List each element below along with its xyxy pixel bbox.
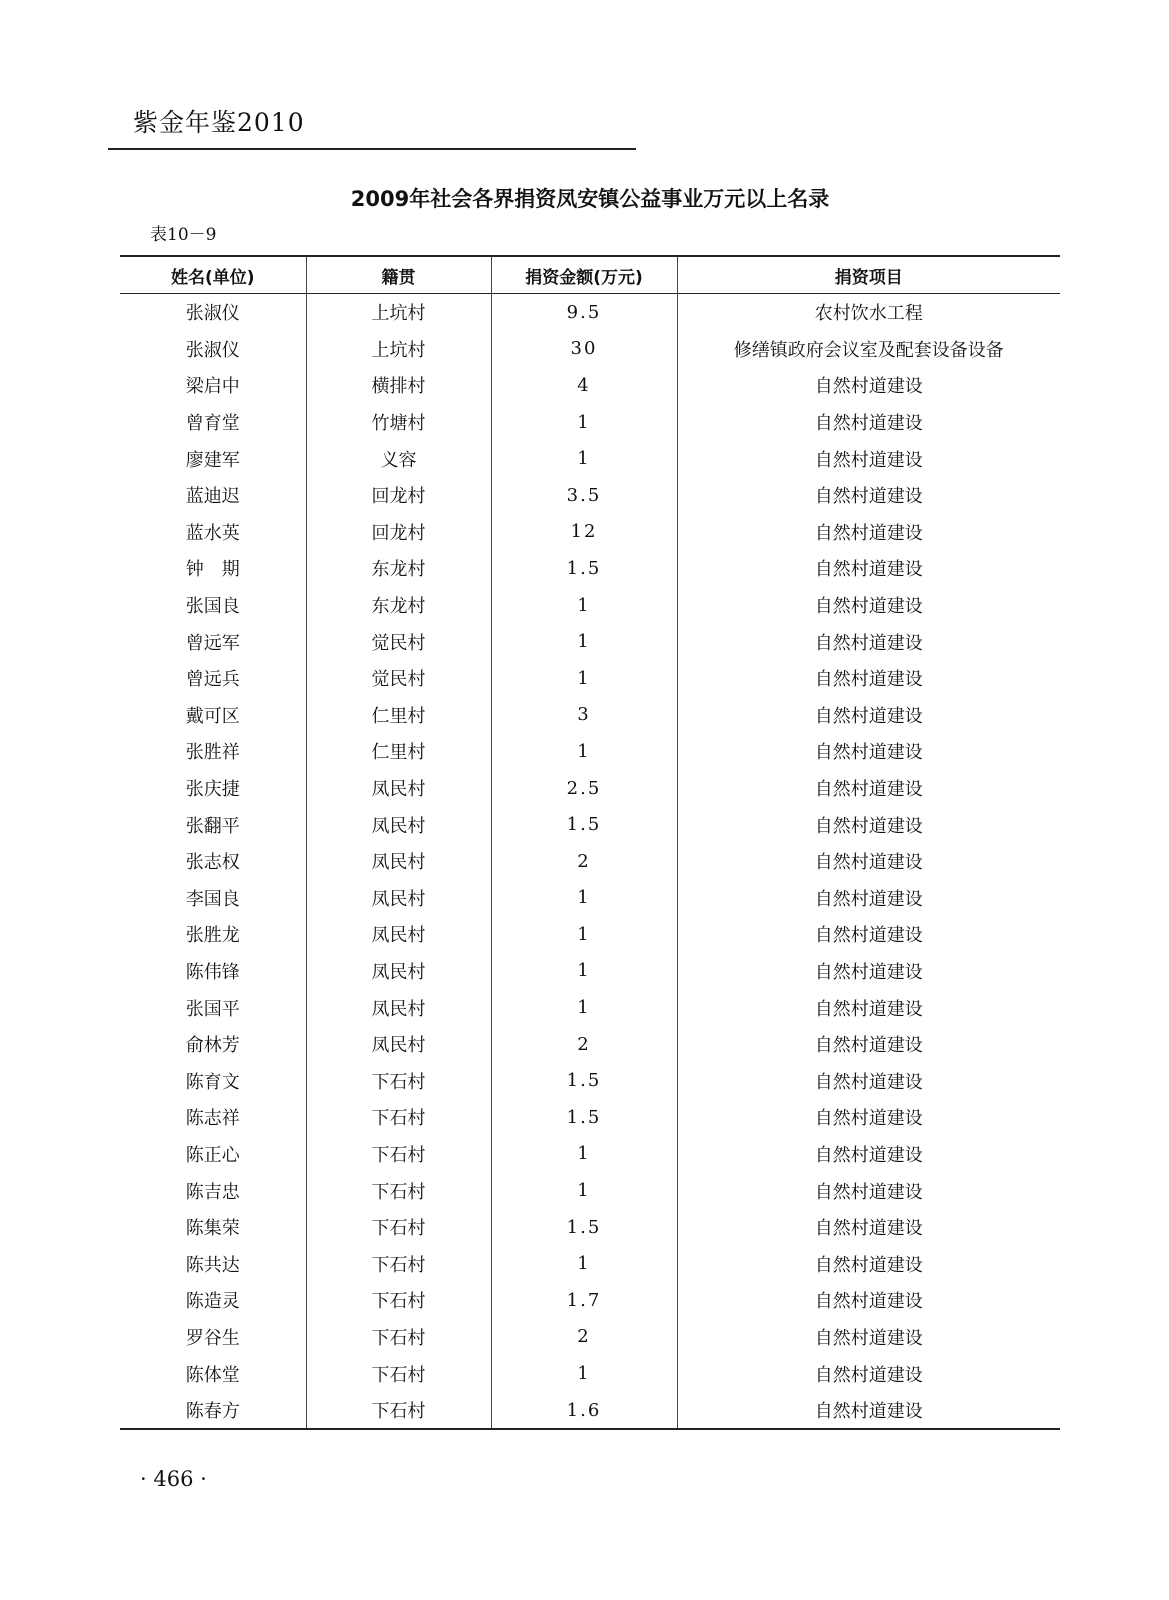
- donor-origin-cell: 上坑村: [306, 294, 491, 331]
- donor-name-cell: 俞林芳: [185, 1035, 240, 1057]
- donor-origin-cell: 凤民村: [306, 880, 491, 917]
- donation-amount-cell: 1: [491, 440, 677, 477]
- donor-origin-cell: 觉民村: [306, 660, 491, 697]
- donor-origin-cell: 下石村: [306, 1209, 491, 1246]
- donor-name-cell: 张胜祥: [185, 742, 240, 764]
- donation-project-cell: 修缮镇政府会议室及配套设备设备: [677, 331, 1060, 368]
- donation-project-cell: 自然村道建设: [677, 1282, 1060, 1319]
- table-row: [120, 514, 1060, 551]
- donor-name-cell: 张淑仪: [185, 339, 240, 361]
- donation-project-cell: 自然村道建设: [677, 880, 1060, 917]
- donor-name-cell: 陈造灵: [185, 1291, 240, 1313]
- table-row: [120, 294, 1060, 331]
- donor-origin-cell: 回龙村: [306, 514, 491, 551]
- donation-amount-cell: 1: [491, 989, 677, 1026]
- donor-origin-cell: 竹塘村: [306, 404, 491, 441]
- donor-origin-cell: 仁里村: [306, 733, 491, 770]
- table-row: [120, 989, 1060, 1026]
- donor-name-cell: 张庆捷: [185, 779, 240, 801]
- donor-name-cell: 张胜龙: [185, 925, 240, 947]
- donor-origin-cell: 下石村: [306, 1099, 491, 1136]
- donor-name-cell: 陈吉忠: [185, 1181, 240, 1203]
- donation-project-cell: 自然村道建设: [677, 953, 1060, 990]
- donation-project-cell: 自然村道建设: [677, 550, 1060, 587]
- donor-name-cell: 陈共达: [185, 1254, 240, 1276]
- donor-origin-cell: 凤民村: [306, 806, 491, 843]
- donation-project-cell: 自然村道建设: [677, 1099, 1060, 1136]
- table-row: [120, 953, 1060, 990]
- donor-origin-cell: 上坑村: [306, 331, 491, 368]
- donation-amount-cell: 1: [491, 587, 677, 624]
- donation-project-cell: 自然村道建设: [677, 477, 1060, 514]
- table-row: [120, 733, 1060, 770]
- donor-name-cell: 蓝水英: [185, 522, 240, 544]
- table-row: [120, 1209, 1060, 1246]
- donation-project-cell: 自然村道建设: [677, 660, 1060, 697]
- donation-amount-cell: 1: [491, 1136, 677, 1173]
- donation-amount-cell: 1.5: [491, 550, 677, 587]
- table-row: [120, 770, 1060, 807]
- table-row: [120, 331, 1060, 368]
- donor-name-cell: 戴可区: [185, 705, 240, 727]
- table-body: [120, 294, 1060, 1430]
- table-row: [120, 1062, 1060, 1099]
- donation-amount-cell: 9.5: [491, 294, 677, 331]
- table-row: [120, 367, 1060, 404]
- donation-amount-cell: 1: [491, 916, 677, 953]
- donor-origin-cell: 下石村: [306, 1172, 491, 1209]
- donor-name-cell: 张淑仪: [185, 303, 240, 325]
- donation-project-cell: 自然村道建设: [677, 1392, 1060, 1430]
- table-row: [120, 1026, 1060, 1063]
- donation-project-cell: 自然村道建设: [677, 916, 1060, 953]
- donor-name-cell: 蓝迪迟: [185, 486, 240, 508]
- table-row: [120, 1172, 1060, 1209]
- table-row: [120, 697, 1060, 734]
- donation-amount-cell: 1.5: [491, 806, 677, 843]
- table-row: [120, 477, 1060, 514]
- donation-amount-cell: 2: [491, 843, 677, 880]
- donation-project-cell: 自然村道建设: [677, 367, 1060, 404]
- header-rule: [108, 148, 636, 150]
- table-number: 表10－9: [150, 225, 217, 245]
- donation-project-cell: 自然村道建设: [677, 514, 1060, 551]
- donor-origin-cell: 仁里村: [306, 697, 491, 734]
- donation-amount-cell: 1: [491, 953, 677, 990]
- table-row: [120, 440, 1060, 477]
- donor-origin-cell: 下石村: [306, 1282, 491, 1319]
- column-header-origin: 籍贯: [306, 256, 491, 294]
- donation-amount-cell: 1: [491, 733, 677, 770]
- table-row: [120, 404, 1060, 441]
- donor-origin-cell: 下石村: [306, 1355, 491, 1392]
- donation-amount-cell: 1: [491, 623, 677, 660]
- donation-amount-cell: 1.5: [491, 1209, 677, 1246]
- donor-name-cell: 陈伟锋: [185, 961, 240, 983]
- donation-project-cell: 自然村道建设: [677, 440, 1060, 477]
- donor-name-cell: 张国良: [185, 596, 240, 618]
- donation-amount-cell: 1: [491, 660, 677, 697]
- table-row: [120, 1392, 1060, 1430]
- donor-name-cell: 陈志祥: [185, 1108, 240, 1130]
- donor-name-cell: 梁启中: [185, 376, 240, 398]
- donor-name-cell: 曾远军: [185, 632, 240, 654]
- donor-name-cell: 陈育文: [185, 1071, 240, 1093]
- donation-amount-cell: 2: [491, 1026, 677, 1063]
- donation-project-cell: 自然村道建设: [677, 770, 1060, 807]
- donor-origin-cell: 觉民村: [306, 623, 491, 660]
- table-row: [120, 880, 1060, 917]
- column-header-name: 姓名(单位): [120, 256, 306, 294]
- donor-origin-cell: 义容: [306, 440, 491, 477]
- donation-amount-cell: 12: [491, 514, 677, 551]
- table-row: [120, 1136, 1060, 1173]
- donor-name-cell: 李国良: [185, 888, 240, 910]
- donor-origin-cell: 东龙村: [306, 550, 491, 587]
- donation-amount-cell: 1: [491, 404, 677, 441]
- table-row: [120, 1245, 1060, 1282]
- donation-project-cell: 自然村道建设: [677, 1026, 1060, 1063]
- donation-project-cell: 农村饮水工程: [677, 294, 1060, 331]
- donation-amount-cell: 1: [491, 1245, 677, 1282]
- donation-project-cell: 自然村道建设: [677, 404, 1060, 441]
- donor-origin-cell: 下石村: [306, 1062, 491, 1099]
- donation-amount-cell: 30: [491, 331, 677, 368]
- donor-name-cell: 钟 期: [185, 559, 240, 581]
- running-head: 紫金年鉴2010: [133, 108, 305, 137]
- donation-project-cell: 自然村道建设: [677, 587, 1060, 624]
- table-title: 2009年社会各界捐资凤安镇公益事业万元以上名录: [350, 187, 830, 211]
- table-row: [120, 806, 1060, 843]
- donor-name-cell: 廖建军: [185, 449, 240, 471]
- table-row: [120, 1099, 1060, 1136]
- donor-name-cell: 曾育堂: [185, 413, 240, 435]
- donation-project-cell: 自然村道建设: [677, 1062, 1060, 1099]
- donation-amount-cell: 3.5: [491, 477, 677, 514]
- donation-project-cell: 自然村道建设: [677, 1136, 1060, 1173]
- donation-amount-cell: 4: [491, 367, 677, 404]
- donation-amount-cell: 1.7: [491, 1282, 677, 1319]
- donor-origin-cell: 凤民村: [306, 953, 491, 990]
- donation-project-cell: 自然村道建设: [677, 989, 1060, 1026]
- donation-project-cell: 自然村道建设: [677, 697, 1060, 734]
- table-row: [120, 1319, 1060, 1356]
- column-header-project: 捐资项目: [677, 256, 1060, 294]
- donor-name-cell: 曾远兵: [185, 669, 240, 691]
- table-row: [120, 550, 1060, 587]
- table-row: [120, 587, 1060, 624]
- table-row: [120, 1355, 1060, 1392]
- donation-amount-cell: 1: [491, 1172, 677, 1209]
- page-number: · 466 ·: [140, 1467, 207, 1491]
- donation-amount-cell: 1: [491, 1355, 677, 1392]
- table-row: [120, 916, 1060, 953]
- donor-name-cell: 罗谷生: [185, 1327, 240, 1349]
- donation-amount-cell: 1: [491, 880, 677, 917]
- donation-project-cell: 自然村道建设: [677, 1319, 1060, 1356]
- donation-amount-cell: 3: [491, 697, 677, 734]
- donation-amount-cell: 2.5: [491, 770, 677, 807]
- table-row: [120, 1282, 1060, 1319]
- donor-origin-cell: 东龙村: [306, 587, 491, 624]
- donor-name-cell: 陈体堂: [185, 1364, 240, 1386]
- donor-name-cell: 张国平: [185, 998, 240, 1020]
- donation-amount-cell: 2: [491, 1319, 677, 1356]
- donor-origin-cell: 凤民村: [306, 843, 491, 880]
- table-row: [120, 660, 1060, 697]
- donor-origin-cell: 下石村: [306, 1319, 491, 1356]
- donor-origin-cell: 横排村: [306, 367, 491, 404]
- donation-project-cell: 自然村道建设: [677, 1245, 1060, 1282]
- donation-project-cell: 自然村道建设: [677, 1209, 1060, 1246]
- donor-name-cell: 陈正心: [185, 1144, 240, 1166]
- donor-origin-cell: 凤民村: [306, 1026, 491, 1063]
- donor-name-cell: 张翻平: [185, 815, 240, 837]
- donation-project-cell: 自然村道建设: [677, 1355, 1060, 1392]
- table-row: [120, 843, 1060, 880]
- donor-origin-cell: 下石村: [306, 1392, 491, 1430]
- donation-amount-cell: 1.5: [491, 1099, 677, 1136]
- donor-name-cell: 陈春方: [185, 1401, 240, 1423]
- donation-amount-cell: 1.5: [491, 1062, 677, 1099]
- donor-name-cell: 陈集荣: [185, 1218, 240, 1240]
- donor-origin-cell: 回龙村: [306, 477, 491, 514]
- column-header-amount: 捐资金额(万元): [491, 256, 677, 294]
- donor-origin-cell: 下石村: [306, 1245, 491, 1282]
- donation-project-cell: 自然村道建设: [677, 733, 1060, 770]
- donation-table: [120, 255, 1060, 1430]
- donation-amount-cell: 1.6: [491, 1392, 677, 1430]
- donation-project-cell: 自然村道建设: [677, 843, 1060, 880]
- table-header-row: [120, 256, 1060, 294]
- donation-project-cell: 自然村道建设: [677, 623, 1060, 660]
- donor-origin-cell: 凤民村: [306, 916, 491, 953]
- donation-project-cell: 自然村道建设: [677, 1172, 1060, 1209]
- donor-name-cell: 张志权: [185, 852, 240, 874]
- table-row: [120, 623, 1060, 660]
- donation-project-cell: 自然村道建设: [677, 806, 1060, 843]
- donor-origin-cell: 下石村: [306, 1136, 491, 1173]
- donor-origin-cell: 凤民村: [306, 989, 491, 1026]
- donor-origin-cell: 凤民村: [306, 770, 491, 807]
